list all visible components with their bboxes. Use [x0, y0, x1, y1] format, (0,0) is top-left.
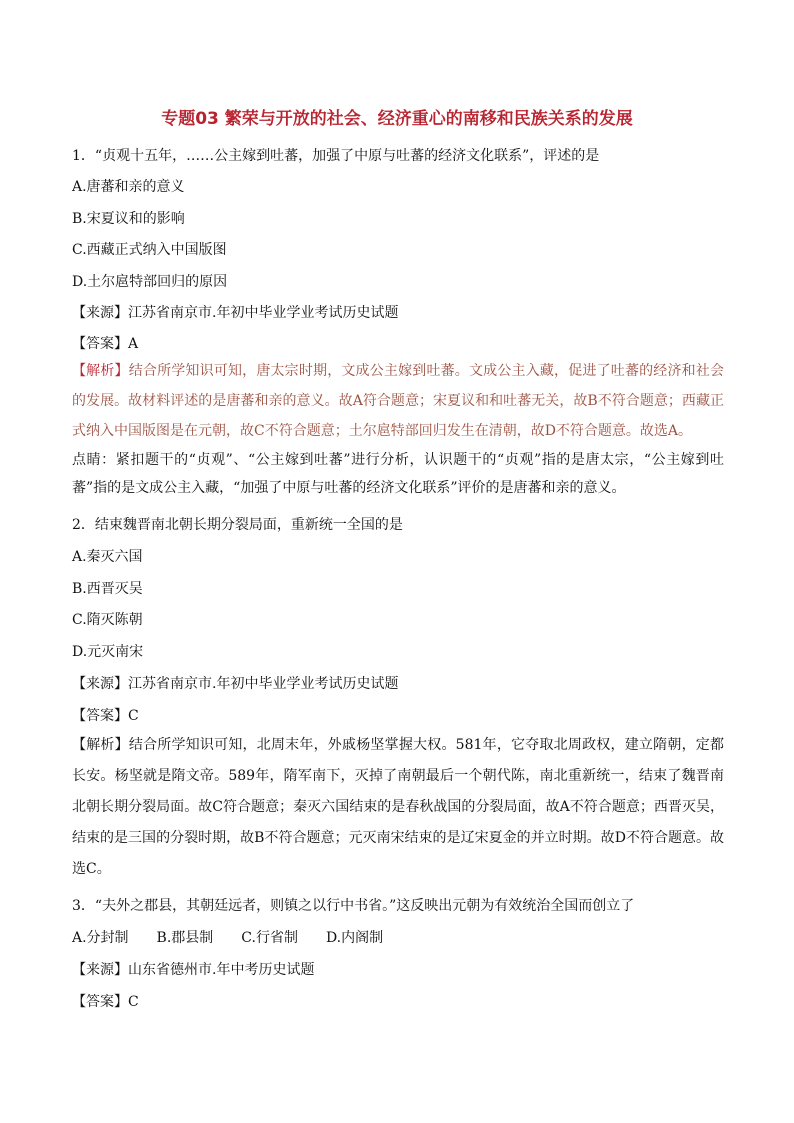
q2-source-tag: 【来源】 — [72, 676, 128, 692]
q2-answer-value: C — [128, 708, 139, 724]
q2-source-text: 江苏省南京市.年初中毕业学业考试历史试题 — [128, 676, 399, 692]
q1-analysis — [72, 356, 724, 446]
q1-option-c: C.西藏正式纳入中国版图 — [72, 242, 227, 258]
q2-option-a: A.秦灭六国 — [72, 549, 143, 565]
q2-analysis-text: 结合所学知识可知，北周末年，外戚杨坚掌握大权。581年，它夺取北周政权，建立隋朝，定都长安。杨坚就是隋文帝。589年，隋军南下，灭掉了南朝最后一个朝代陈，南北重新统一，结束了魏晋南北朝长期分裂局面。故C符合题意；秦灭六国结束的是春秋战国的分裂局面，故A不符合题意；西晋灭吴，结束的是三国的分裂时期，故B不符合题意；元灭南宋结束的是辽宋夏金的并立时期。故D不符合题意。故选C。 — [72, 737, 724, 877]
q1-source — [72, 303, 398, 323]
q1-analysis-text: 结合所学知识可知，唐太宗时期，文成公主嫁到吐蕃。文成公主入藏，促进了吐蕃的经济和社会的发展。故材料评述的是唐蕃和亲的意义。故A符合题意；宋夏议和和吐蕃无关，故B不符合题意；西藏正式纳入中国版图是在元朝，故C不符合题意；土尔扈特部回归发生在清朝，故D不符合题意。故选A。 — [72, 363, 725, 439]
q2-option-b: B.西晋灭吴 — [72, 581, 143, 597]
q3-options: A.分封制 B.郡县制 C.行省制 D.内阁制 — [72, 930, 384, 946]
q1-answer — [72, 334, 138, 354]
q2-answer-tag: 【答案】 — [72, 708, 128, 724]
q2-stem: 2．结束魏晋南北朝长期分裂局面，重新统一全国的是 — [72, 517, 403, 533]
q1-source-text: 江苏省南京市.年初中毕业学业考试历史试题 — [128, 305, 399, 321]
q1-answer-tag: 【答案】 — [72, 336, 128, 352]
q2-analysis-tag: 【解析】 — [72, 737, 129, 753]
q2-option-d: D.元灭南宋 — [72, 644, 144, 660]
q1-answer-value: A — [128, 336, 139, 352]
q3-source — [72, 960, 314, 980]
q2-answer — [72, 706, 139, 726]
q3-source-tag: 【来源】 — [72, 962, 128, 978]
q2-option-c: C.隋灭陈朝 — [72, 612, 143, 628]
q2-source — [72, 674, 398, 694]
q1-stem: 1．“贞观十五年，……公主嫁到吐蕃，加强了中原与吐蕃的经济文化联系”，评述的是 — [72, 148, 600, 164]
q1-source-tag: 【来源】 — [72, 305, 128, 321]
q1-analysis-tag: 【解析】 — [72, 363, 129, 379]
q2-analysis — [72, 730, 724, 885]
q1-option-a: A.唐蕃和亲的意义 — [72, 179, 185, 195]
q3-answer-tag: 【答案】 — [72, 994, 128, 1010]
q1-tip: 点睛：紧扣题干的“贞观”、“公主嫁到吐蕃”进行分析，认识题干的“贞观”指的是唐太宗，“公主嫁到吐蕃”指的是文成公主入藏，“加强了中原与吐蕃的经济文化联系”评价的是唐蕃和亲的意义。 — [72, 452, 724, 496]
q3-answer-value: C — [128, 994, 139, 1010]
q3-stem: 3．“夫外之郡县，其朝廷远者，则镇之以行中书省。”这反映出元朝为有效统治全国而创立了 — [72, 898, 635, 914]
q3-answer — [72, 992, 139, 1012]
q1-option-b: B.宋夏议和的影响 — [72, 211, 185, 227]
document-title: 专题03 繁荣与开放的社会、经济重心的南移和民族关系的发展 — [161, 109, 633, 129]
q1-option-d: D.土尔扈特部回归的原因 — [72, 274, 228, 290]
q3-source-text: 山东省德州市.年中考历史试题 — [128, 962, 315, 978]
